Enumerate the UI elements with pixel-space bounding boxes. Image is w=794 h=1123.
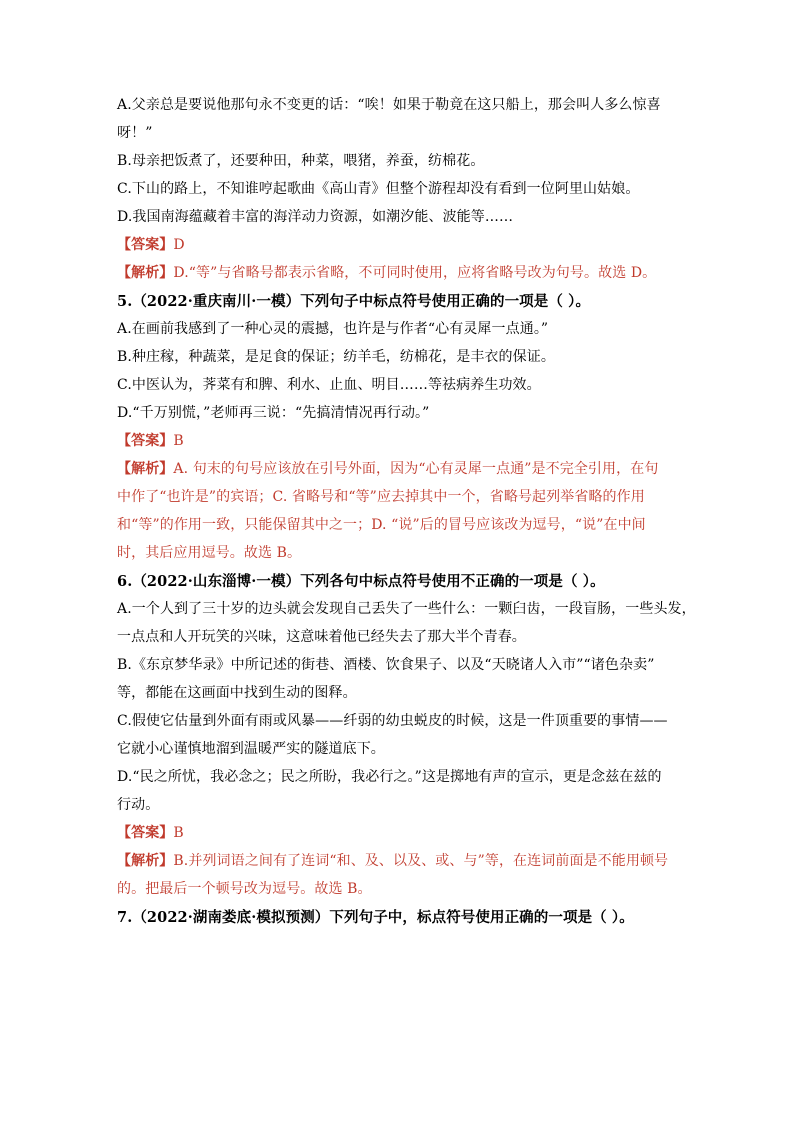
q4-analysis-text: D.“等”与省略号都表示省略，不可同时使用，应将省略号改为句号。故选 D。 xyxy=(173,265,657,281)
q5-answer xyxy=(117,432,679,451)
q5-analysis-line3: 和“等”的作用一致，只能保留其中之一；D. “说”后的冒号应该改为逗号，“说”在中间 xyxy=(117,517,646,533)
q5-option-d: D.“千万别慌，”老师再三说：“先搞清情况再行动。” xyxy=(117,405,430,421)
q6-answer-value: B xyxy=(173,825,184,841)
q5-option-b: B.种庄稼，种蔬菜，是足食的保证；纺羊毛，纺棉花，是丰衣的保证。 xyxy=(117,349,555,365)
q6-answer xyxy=(117,824,679,843)
q6-option-c-line2: 它就小心谨慎地溜到温暖严实的隧道底下。 xyxy=(117,741,385,757)
q4-option-d: D.我国南海蕴藏着丰富的海洋动力资源，如潮汐能、波能等…… xyxy=(117,209,514,225)
q4-option-a-line1: A.父亲总是要说他那句永不变更的话：“唉！如果于勒竟在这只船上，那会叫人多么惊喜 xyxy=(117,97,661,113)
q6-analysis-text1: B.并列词语之间有了连词“和、及、以及、或、与”等，在连词前面是不能用顿号 xyxy=(173,853,669,869)
q6-answer-tag: 【答案】 xyxy=(117,825,174,841)
q6-option-a-line1: A.一个人到了三十岁的边头就会发现自己丢失了一些什么：一颗臼齿，一段盲肠，一些头发， xyxy=(117,601,696,617)
q6-analysis-line1 xyxy=(117,852,679,871)
q4-option-b: B.母亲把饭煮了，还要种田，种菜，喂猪，养蚕，纺棉花。 xyxy=(117,153,485,169)
q6-option-d-line1: D.“民之所忧，我必念之；民之所盼，我必行之。”这是掷地有声的宣示，更是念兹在兹的 xyxy=(117,769,662,785)
q6-title: 6.（2022·山东淄博·一模）下列各句中标点符号使用不正确的一项是（ ）。 xyxy=(117,573,605,590)
q5-analysis-text1: A. 句末的句号应该放在引号外面，因为“心有灵犀一点通”是不完全引用，在句 xyxy=(173,461,659,477)
q6-option-d-line2: 行动。 xyxy=(117,797,160,813)
q6-option-a-line2: 一点点和人开玩笑的兴味，这意味着他已经失去了那大半个青春。 xyxy=(117,629,526,645)
q5-analysis-line1 xyxy=(117,460,679,479)
q4-analysis-tag: 【解析】 xyxy=(117,265,174,281)
q7-title: 7.（2022·湖南娄底·模拟预测）下列句子中，标点符号使用正确的一项是（ ）。 xyxy=(117,909,634,926)
q4-answer-tag: 【答案】 xyxy=(117,237,174,253)
q6-option-b-line2: 等，都能在这画面中找到生动的图释。 xyxy=(117,685,357,701)
q6-option-c-line1: C.假使它估量到外面有雨或风暴——纤弱的幼虫蜕皮的时候，这是一件顶重要的事情—— xyxy=(117,713,668,729)
q6-analysis-line2: 的。把最后一个顿号改为逗号。故选 B。 xyxy=(117,881,372,897)
q4-analysis xyxy=(117,264,679,283)
q4-answer xyxy=(117,236,679,255)
q5-analysis-line4: 时，其后应用逗号。故选 B。 xyxy=(117,545,302,561)
document-page xyxy=(117,96,696,936)
q4-option-a-line2: 呀！” xyxy=(117,125,153,141)
q4-answer-value: D xyxy=(173,237,185,253)
q6-analysis-tag: 【解析】 xyxy=(117,853,174,869)
q4-option-c: C.下山的路上，不知谁哼起歌曲《高山青》但整个游程却没有看到一位阿里山姑娘。 xyxy=(117,181,640,197)
q5-answer-value: B xyxy=(173,433,184,449)
q5-option-c: C.中医认为，荠菜有和脾、利水、止血、明目……等祛病养生功效。 xyxy=(117,377,541,393)
q5-answer-tag: 【答案】 xyxy=(117,433,174,449)
q5-option-a: A.在画前我感到了一种心灵的震撼，也许是与作者“心有灵犀一点通。” xyxy=(117,321,549,337)
q5-analysis-tag: 【解析】 xyxy=(117,461,174,477)
q5-title: 5.（2022·重庆南川·一模）下列句子中标点符号使用正确的一项是（ ）。 xyxy=(117,293,591,310)
q6-option-b-line1: B.《东京梦华录》中所记述的街巷、酒楼、饮食果子、以及“天晓诸人入市”“诸色杂卖” xyxy=(117,657,655,673)
q5-analysis-line2: 中作了“也许是”的宾语；C. 省略号和“等”应去掉其中一个，省略号起列举省略的作用 xyxy=(117,489,645,505)
